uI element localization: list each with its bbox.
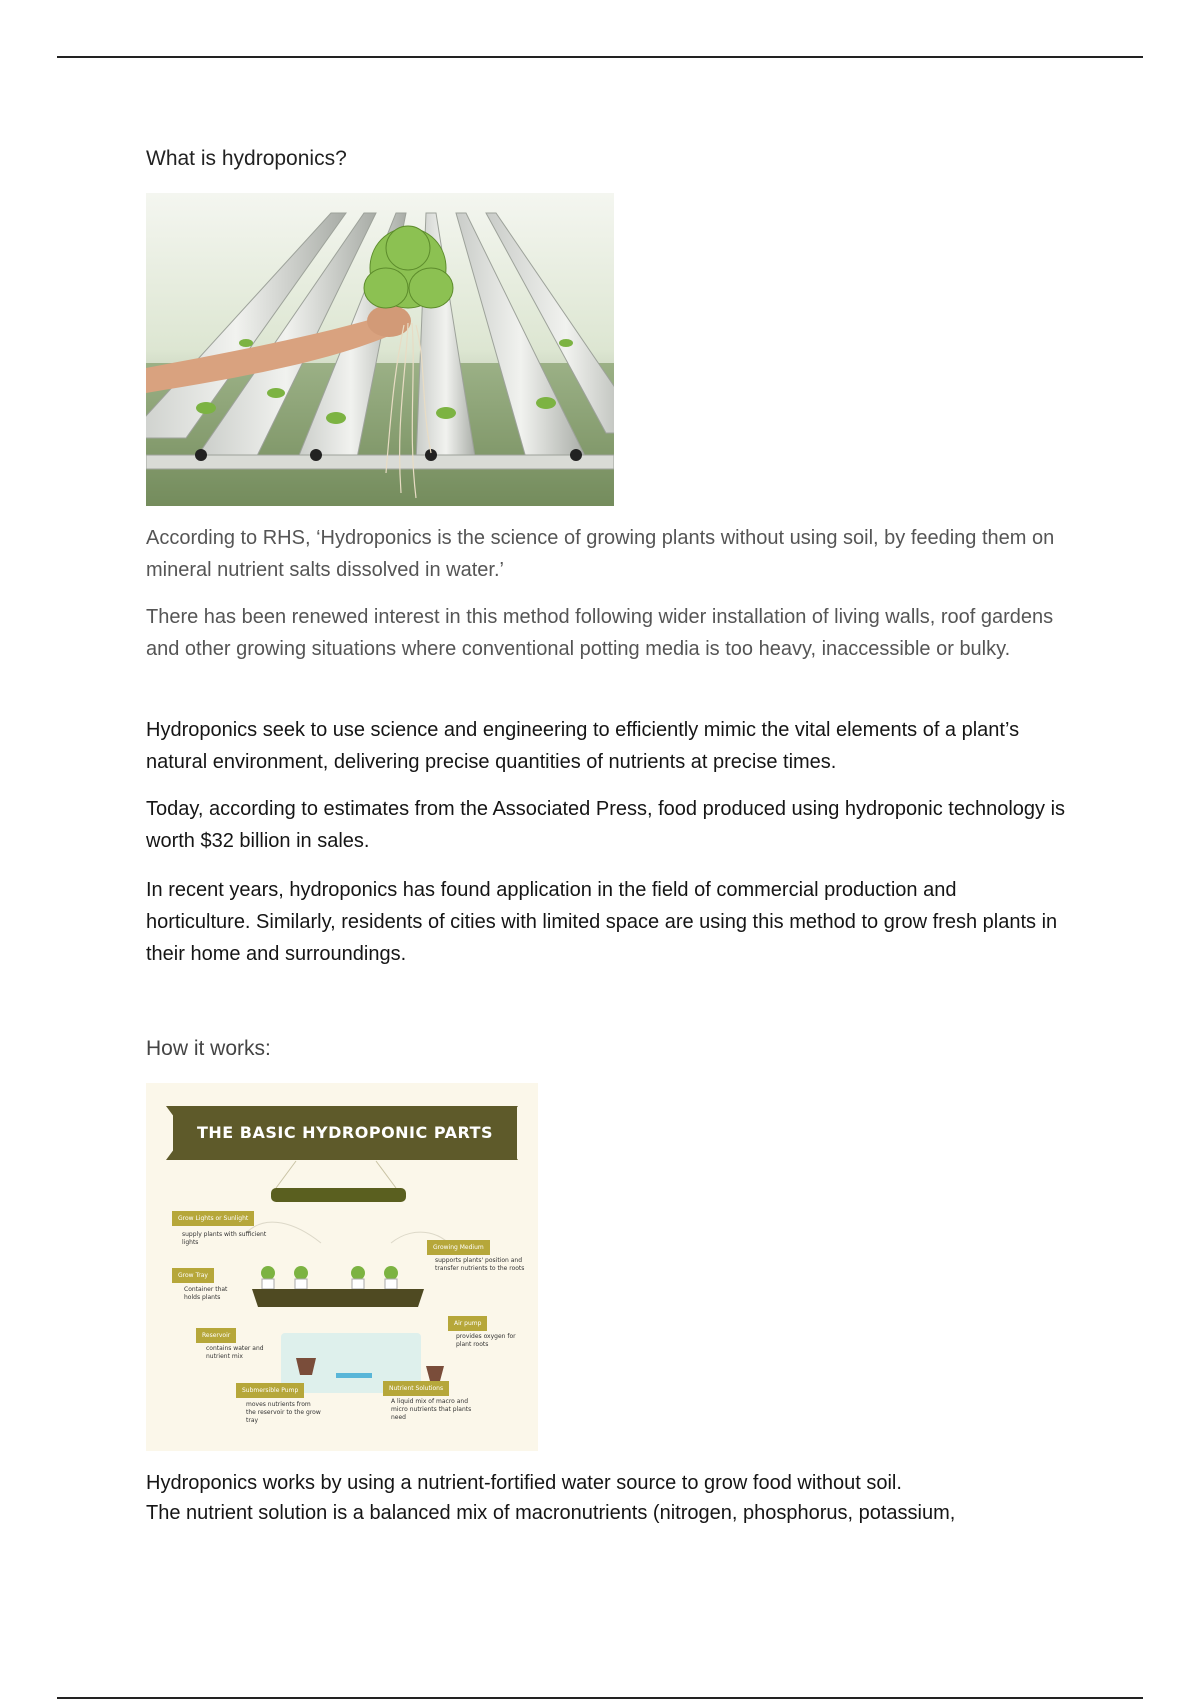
header-rule	[57, 56, 1143, 58]
paragraph-how-it-works-2: The nutrient solution is a balanced mix of macronutrients (nitrogen, phosphorus, potassium,	[146, 1502, 956, 1524]
paragraph-recent-years: In recent years, hydroponics has found application in the field of commercial production and horticulture. Similarly, residents of cities with limited space are using this method to grow fresh plants in their home and surroundings.	[146, 879, 1058, 965]
paragraph-how-it-works-1: Hydroponics works by using a nutrient-fortified water source to grow food without soil.	[146, 1472, 902, 1494]
tag-air-pump: Air pump	[448, 1316, 487, 1331]
tag-submersible-pump: Submersible Pump	[236, 1383, 304, 1398]
note-air-pump: provides oxygen for plant roots	[456, 1333, 516, 1348]
note-reservoir: contains water and nutrient mix	[206, 1345, 264, 1360]
paragraph-science-engineering: Hydroponics seek to use science and engineering to efficiently mimic the vital elements of a plant’s natural environment, delivering precise quantities of nutrients at precise times.	[146, 719, 1020, 773]
footer-rule	[57, 1697, 1143, 1699]
tag-reservoir: Reservoir	[196, 1328, 236, 1343]
paragraph-associated-press: Today, according to estimates from the Associated Press, food produced using hydroponic technology is worth $32 billion in sales.	[146, 798, 1066, 852]
note-grow-tray: Container that holds plants	[184, 1286, 228, 1301]
note-submersible-pump: moves nutrients from the reservoir to the grow tray	[246, 1401, 321, 1424]
note-growing-medium: supports plants' position and transfer nutrients to the roots	[435, 1257, 525, 1272]
tag-growing-medium: Growing Medium	[427, 1240, 490, 1255]
tag-grow-lights: Grow Lights or Sunlight	[172, 1211, 254, 1226]
tag-grow-tray: Grow Tray	[172, 1268, 214, 1283]
tag-nutrient-solutions: Nutrient Solutions	[383, 1381, 449, 1396]
note-nutrient-solutions: A liquid mix of macro and micro nutrients that plants need	[391, 1398, 472, 1421]
paragraph-rhs-definition: According to RHS, ‘Hydroponics is the science of growing plants without using soil, by feeding them on mineral nutrient salts dissolved in water.’	[146, 527, 1055, 581]
section-heading-what-is: What is hydroponics?	[146, 147, 347, 170]
infographic-title: THE BASIC HYDROPONIC PARTS	[196, 1123, 493, 1142]
hydroponic-parts-infographic	[146, 1083, 538, 1451]
hydroponics-photo	[146, 193, 614, 506]
section-heading-how-it-works: How it works:	[146, 1037, 271, 1060]
infographic-banner	[173, 1106, 517, 1160]
paragraph-renewed-interest: There has been renewed interest in this method following wider installation of living walls, roof gardens and other growing situations where conventional potting media is too heavy, inaccessible or bulky.	[146, 606, 1054, 660]
note-grow-lights: supply plants with sufficient lights	[182, 1231, 267, 1246]
